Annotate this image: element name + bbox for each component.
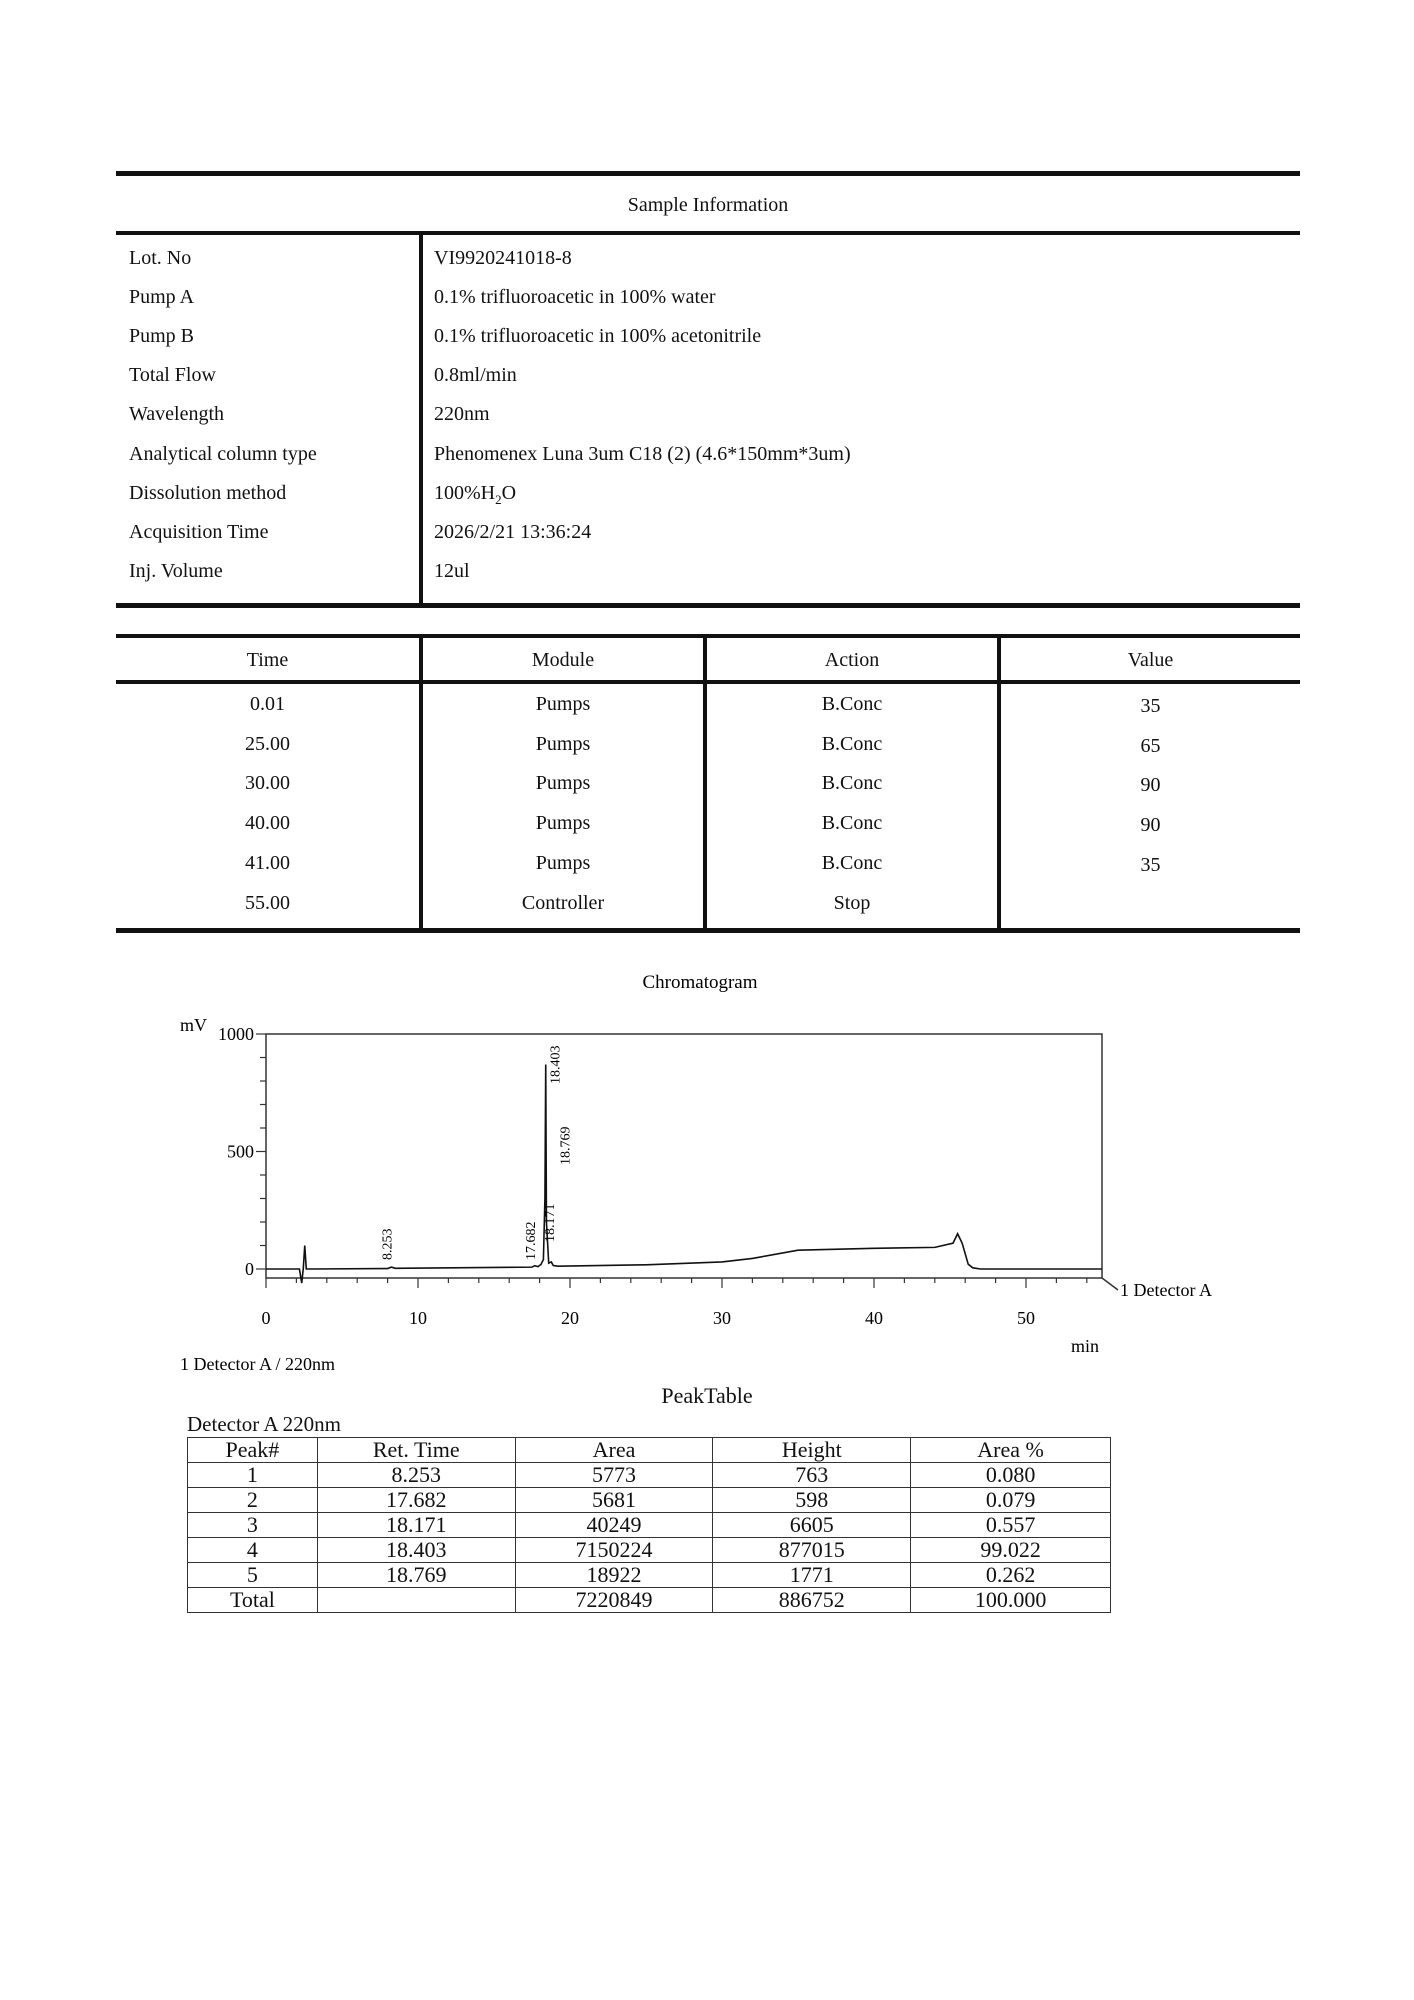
sample-info-value: 220nm [434, 403, 490, 425]
gradient-cell: Pumps [535, 693, 591, 715]
table-row [188, 1488, 1111, 1513]
gradient-header-cell: Value [1127, 649, 1174, 671]
peak-table-title: PeakTable [661, 1383, 753, 1408]
peak-cell: 877015 [713, 1538, 911, 1563]
table-row [188, 1588, 1111, 1613]
peak-cell: 17.682 [317, 1488, 515, 1513]
sample-info-label: Total Flow [129, 364, 216, 386]
peak-cell: 0.080 [911, 1463, 1111, 1488]
peak-cell: 3 [188, 1513, 318, 1538]
x-tick-label: 0 [261, 1308, 271, 1328]
peak-label: 8.253 [380, 1228, 396, 1260]
gradient-cell: 65 [1140, 735, 1161, 757]
sample-info-label: Acquisition Time [129, 521, 269, 543]
detector-label: 1 Detector A [1120, 1280, 1212, 1300]
peak-label: 17.682 [523, 1221, 539, 1260]
gradient-cell: Pumps [535, 733, 591, 755]
sample-info-label: Wavelength [129, 403, 225, 425]
chart-footer-label: 1 Detector A / 220nm [180, 1354, 335, 1374]
sample-info-value: 12ul [434, 560, 470, 582]
sample-info-value: 0.8ml/min [434, 364, 517, 386]
x-tick-label: 10 [409, 1308, 427, 1328]
peak-header-cell: Peak# [188, 1438, 318, 1463]
value-subscript: 2 [495, 492, 502, 507]
gradient-cell: 30.00 [245, 772, 290, 794]
y-tick-label: 1000 [218, 1024, 254, 1044]
peak-label: 18.171 [543, 1203, 559, 1242]
sample-info-label: Lot. No [129, 247, 192, 269]
peak-header-cell: Ret. Time [317, 1438, 515, 1463]
gradient-cell: 90 [1140, 814, 1161, 836]
detector-pointer [1102, 1278, 1118, 1290]
axis-ticks [218, 1024, 1087, 1328]
sample-info-label: Analytical column type [129, 443, 317, 465]
gradient-cell: 0.01 [250, 693, 285, 715]
peak-label: 18.403 [548, 1045, 564, 1084]
peak-cell: 763 [713, 1463, 911, 1488]
peak-header-cell: Area % [911, 1438, 1111, 1463]
peak-header-cell: Height [713, 1438, 911, 1463]
gradient-top-rule [116, 634, 1300, 638]
peak-cell: 18.769 [317, 1563, 515, 1588]
sample-info-label: Pump B [129, 325, 195, 347]
peak-cell: 18.171 [317, 1513, 515, 1538]
x-tick-label: 40 [865, 1308, 883, 1328]
peak-cell: 598 [713, 1488, 911, 1513]
gradient-cell: Pumps [535, 772, 591, 794]
top-rule [116, 171, 1300, 176]
peak-table-subtitle: Detector A 220nm [187, 1412, 341, 1436]
sample-info-value: 2026/2/21 13:36:24 [434, 521, 592, 543]
x-tick-label: 50 [1017, 1308, 1035, 1328]
sample-info-value [434, 481, 516, 512]
gradient-bottom-rule [116, 928, 1300, 933]
peak-cell: 0.557 [911, 1513, 1111, 1538]
header-rule [116, 231, 1300, 235]
peak-cell: 5 [188, 1563, 318, 1588]
peak-cell [317, 1588, 515, 1613]
peak-cell: 7220849 [515, 1588, 713, 1613]
peak-cell: 1771 [713, 1563, 911, 1588]
sample-info-label: Pump A [129, 286, 195, 308]
peak-cell: 18.403 [317, 1538, 515, 1563]
peak-cell: 2 [188, 1488, 318, 1513]
chart-title: Chromatogram [642, 972, 758, 993]
gradient-cell: 40.00 [245, 812, 290, 834]
y-tick-label: 0 [245, 1259, 254, 1279]
table-row [188, 1463, 1111, 1488]
peak-cell: 99.022 [911, 1538, 1111, 1563]
peak-table-header [188, 1438, 1111, 1463]
x-tick-label: 20 [561, 1308, 579, 1328]
y-axis-label: mV [180, 1015, 207, 1035]
peak-cell: 100.000 [911, 1588, 1111, 1613]
bottom-rule [116, 603, 1300, 608]
value-text: O [501, 482, 517, 504]
gradient-cell: 55.00 [245, 892, 290, 914]
table-row [188, 1513, 1111, 1538]
peak-cell: 18922 [515, 1563, 713, 1588]
gradient-cell: B.Conc [821, 693, 883, 715]
gradient-cell: B.Conc [821, 733, 883, 755]
sample-info-value: 0.1% trifluoroacetic in 100% water [434, 286, 716, 308]
column-divider [419, 235, 423, 605]
sample-info-label: Inj. Volume [129, 560, 223, 582]
peak-cell: 5681 [515, 1488, 713, 1513]
x-axis-label: min [1070, 1336, 1100, 1356]
table-row [188, 1563, 1111, 1588]
gradient-cell: 35 [1140, 854, 1161, 876]
gradient-cell: Controller [521, 892, 605, 914]
peak-cell: 8.253 [317, 1463, 515, 1488]
gradient-cell: 35 [1140, 695, 1161, 717]
peak-label: 18.769 [558, 1126, 574, 1165]
chromatogram-chart [0, 950, 1414, 1390]
sample-info-value: VI9920241018-8 [434, 247, 572, 269]
gradient-header-cell: Action [824, 649, 880, 671]
y-tick-label: 500 [227, 1141, 254, 1162]
sample-info-label: Dissolution method [129, 482, 287, 504]
gradient-header-rule [116, 680, 1300, 684]
gradient-cell: 90 [1140, 774, 1161, 796]
peak-table [187, 1437, 1111, 1613]
peak-header-cell: Area [515, 1438, 713, 1463]
peak-cell: 6605 [713, 1513, 911, 1538]
gradient-cell: B.Conc [821, 812, 883, 834]
peak-cell: 4 [188, 1538, 318, 1563]
gradient-cell: B.Conc [821, 772, 883, 794]
peak-cell: Total [188, 1588, 318, 1613]
value-text: 100%H [434, 482, 496, 504]
gradient-cell: B.Conc [821, 852, 883, 874]
sample-info-value: Phenomenex Luna 3um C18 (2) (4.6*150mm*3um) [434, 443, 851, 465]
sample-info-title: Sample Information [627, 194, 789, 216]
gradient-cell: Stop [833, 892, 871, 914]
gradient-cell: Pumps [535, 852, 591, 874]
peak-cell: 7150224 [515, 1538, 713, 1563]
gradient-cell: 41.00 [245, 852, 290, 874]
peak-cell: 0.262 [911, 1563, 1111, 1588]
peak-cell: 5773 [515, 1463, 713, 1488]
peak-cell: 40249 [515, 1513, 713, 1538]
gradient-header-cell: Time [246, 649, 289, 671]
gradient-cell: Pumps [535, 812, 591, 834]
x-tick-label: 30 [713, 1308, 731, 1328]
peak-cell: 886752 [713, 1588, 911, 1613]
gradient-header-cell: Module [531, 649, 595, 671]
peak-cell: 0.079 [911, 1488, 1111, 1513]
table-row [188, 1538, 1111, 1563]
peak-cell: 1 [188, 1463, 318, 1488]
peak-labels [380, 1046, 573, 1261]
gradient-cell: 25.00 [245, 733, 290, 755]
sample-info-value: 0.1% trifluoroacetic in 100% acetonitrile [434, 325, 762, 347]
